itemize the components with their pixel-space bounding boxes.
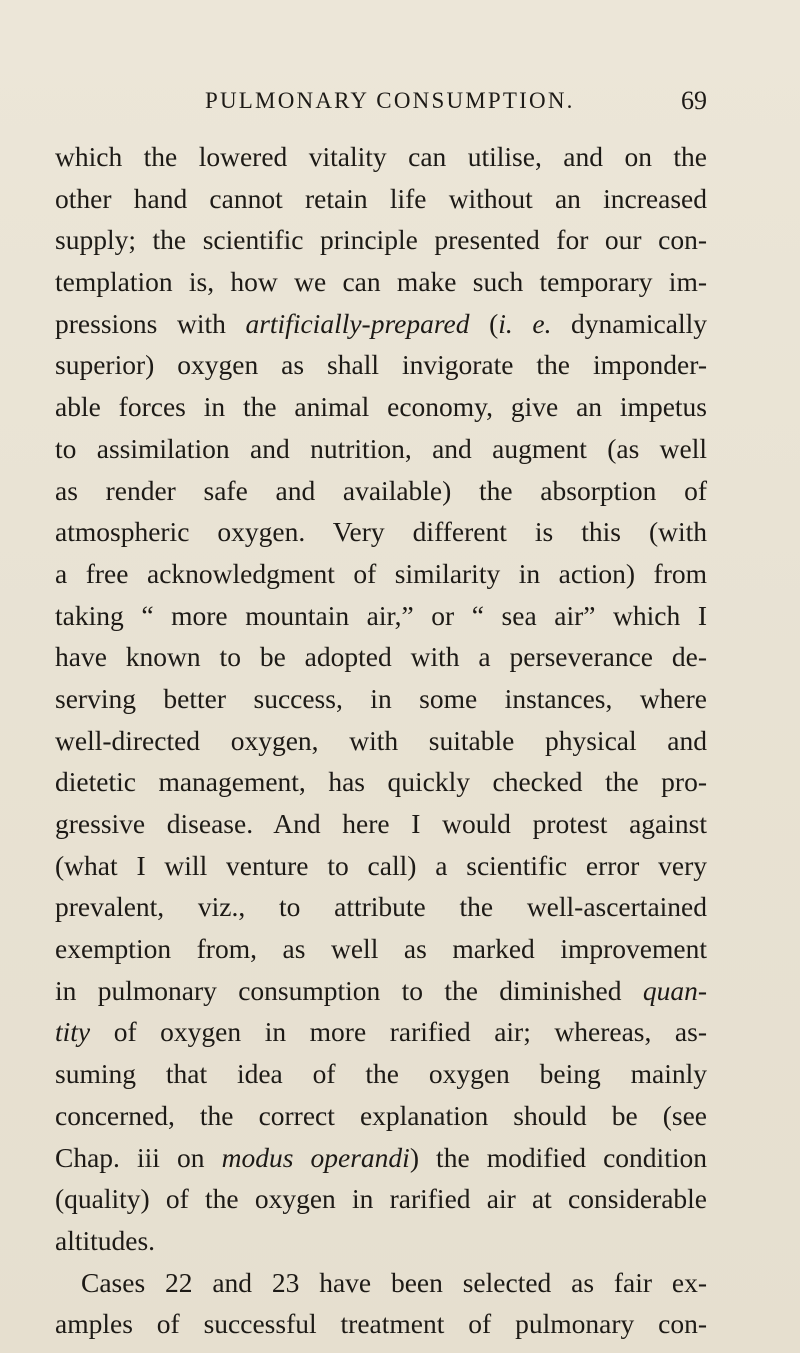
text-line <box>55 970 707 1012</box>
paragraph-end-line: altitudes. <box>55 1224 156 1256</box>
italic-text: tity <box>55 1016 91 1048</box>
running-title: PULMONARY CONSUMPTION. <box>205 88 575 113</box>
italic-text: modus operandi <box>221 1141 410 1173</box>
text-line: well-directed oxygen, with suitable physical and <box>55 724 707 756</box>
text-line: (what I will venture to call) a scientific error very <box>55 849 707 881</box>
running-head <box>55 88 707 128</box>
text-line: gressive disease. And here I would protest against <box>55 808 707 839</box>
text-line: exemption from, as well as marked improvement <box>55 933 707 965</box>
text-line: templation is, how we can make such temporary im- <box>55 266 707 298</box>
text-line: concerned, the correct explanation should be (see <box>55 1099 707 1131</box>
text-line: able forces in the animal economy, give an impetus <box>55 391 707 423</box>
text-line: supply; the scientific principle presented for our con- <box>55 224 707 256</box>
text-line: (quality) of the oxygen in rarified air at considerable <box>55 1183 707 1215</box>
text-line: which the lowered vitality can utilise, and on the <box>55 141 707 172</box>
text-run: of oxygen in more rarified air; whereas, as- <box>90 1016 707 1048</box>
text-line: other hand cannot retain life without an increased <box>55 182 707 214</box>
text-line: serving better success, in some instances, where <box>55 682 707 714</box>
italic-text: artificially-prepared <box>245 307 470 339</box>
text-line <box>55 1011 707 1053</box>
text-line: taking “ more mountain air,” or “ sea air” which I <box>55 599 707 631</box>
text-line: atmospheric oxygen. Very different is this (with <box>55 516 707 548</box>
page-number: 69 <box>681 86 707 115</box>
italic-text: i. e. <box>498 307 552 339</box>
paragraph-start-line: Cases 22 and 23 have been selected as fair ex- <box>81 1266 707 1298</box>
body-text <box>55 136 707 1345</box>
text-line: prevalent, viz., to attribute the well-ascertained <box>55 891 707 923</box>
text-run: Chap. iii on <box>55 1141 222 1173</box>
italic-text: quan- <box>642 974 707 1006</box>
text-line <box>55 303 707 345</box>
text-run: dynamically <box>551 307 707 339</box>
text-line: as render safe and available) the absorption of <box>55 474 707 506</box>
text-line: have known to be adopted with a perseverance de- <box>55 641 707 673</box>
text-run: pressions with <box>55 307 246 339</box>
text-run: ) the modified condition <box>409 1141 707 1173</box>
text-line: suming that idea of the oxygen being mainly <box>55 1058 707 1090</box>
text-line: to assimilation and nutrition, and augment (as well <box>55 432 707 464</box>
text-run: in pulmonary consumption to the diminished <box>55 974 643 1006</box>
text-line <box>55 1137 707 1179</box>
text-run: ( <box>469 307 499 339</box>
text-line: amples of successful treatment of pulmonary con- <box>55 1308 707 1340</box>
text-line: superior) oxygen as shall invigorate the imponder- <box>55 349 707 381</box>
text-line: a free acknowledgment of similarity in action) from <box>55 557 707 589</box>
text-line: dietetic management, has quickly checked the pro- <box>55 766 707 798</box>
